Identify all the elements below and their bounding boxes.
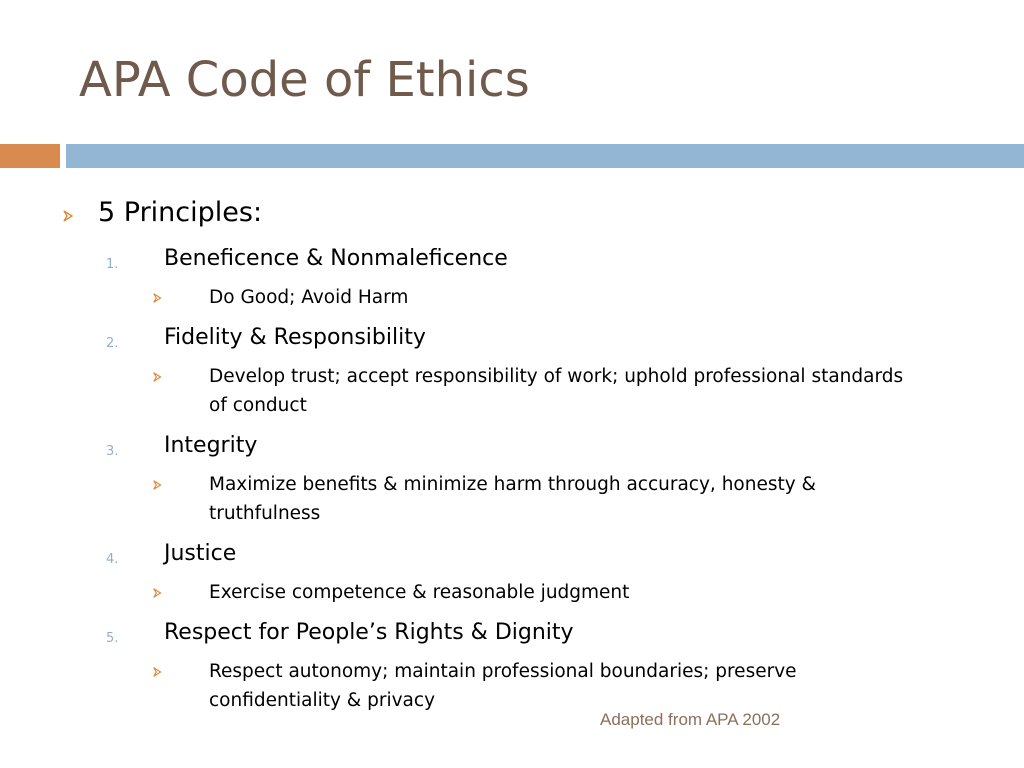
item-number: 1. [106, 257, 119, 272]
principles-heading: 5 Principles: [98, 197, 263, 228]
item-detail: Exercise competence & reasonable judgment [209, 582, 630, 603]
arrow-bullet-icon [62, 209, 76, 223]
item-label: Fidelity & Responsibility [164, 325, 426, 350]
source-citation: Adapted from APA 2002 [600, 710, 781, 729]
item-number: 4. [106, 552, 119, 567]
arrow-bullet-icon [152, 666, 164, 678]
item-label: Respect for People’s Rights & Dignity [164, 620, 574, 645]
arrow-bullet-icon [152, 292, 164, 304]
item-number: 3. [106, 444, 119, 459]
accent-bar-orange [0, 144, 60, 168]
item-label: Integrity [164, 433, 258, 458]
item-detail: Respect autonomy; maintain professional boundaries; preserve confidentiality & privacy [209, 661, 797, 711]
slide-title: APA Code of Ethics [79, 52, 530, 108]
accent-bar-blue [66, 144, 1024, 168]
item-detail: Develop trust; accept responsibility of work; uphold professional standards of conduct [209, 366, 904, 416]
item-label: Beneficence & Nonmaleficence [164, 246, 508, 271]
item-number: 2. [106, 336, 119, 351]
arrow-bullet-icon [152, 371, 164, 383]
item-detail: Maximize benefits & minimize harm through accuracy, honesty & truthfulness [209, 474, 816, 524]
arrow-bullet-icon [152, 587, 164, 599]
item-number: 5. [106, 631, 119, 646]
item-label: Justice [164, 541, 237, 566]
arrow-bullet-icon [152, 479, 164, 491]
item-detail: Do Good; Avoid Harm [209, 287, 409, 308]
